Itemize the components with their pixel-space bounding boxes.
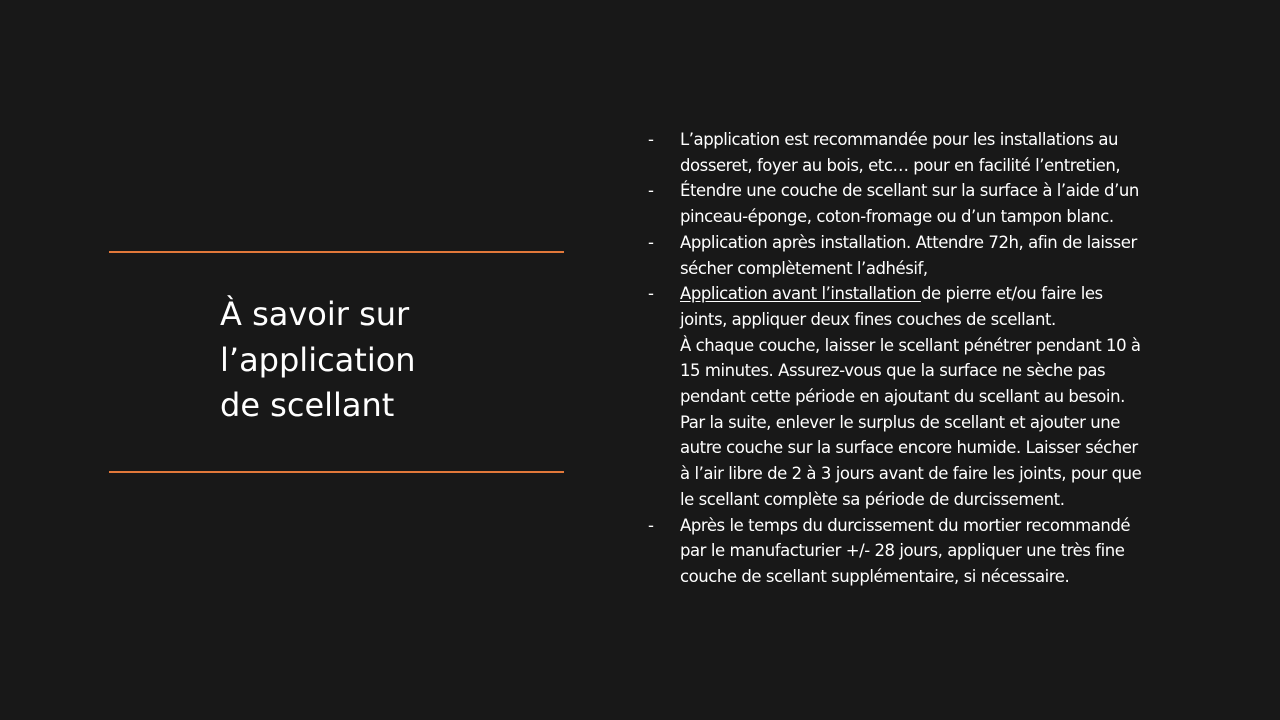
bullet-marker: -: [648, 130, 654, 149]
bullet-line: Étendre une couche de scellant sur la surface à l’aide d’un: [680, 181, 1139, 201]
bullet-item: [648, 513, 1248, 590]
bullet-line: 15 minutes. Assurez-vous que la surface ne sèche pas: [680, 361, 1106, 381]
bullet-line: dosseret, foyer au bois, etc… pour en facilité l’entretien,: [680, 155, 1121, 175]
bullet-marker: -: [648, 284, 654, 304]
bullet-item: [648, 178, 1248, 229]
bullet-line: sécher complètement l’adhésif,: [680, 258, 928, 278]
bullet-line: Après le temps du durcissement du mortier recommandé: [680, 515, 1131, 535]
bullet-item: [648, 230, 1248, 281]
slide-title-line: À savoir sur: [220, 295, 410, 333]
bottom-accent-rule: [109, 471, 564, 473]
bullet-line: pinceau-éponge, coton-fromage ou d’un tampon blanc.: [680, 207, 1114, 227]
bullet-line: [680, 281, 1248, 307]
bullet-line: L’application est recommandée pour les installations au: [680, 130, 1119, 149]
bullet-item: [648, 127, 1248, 178]
bullet-marker: -: [648, 181, 654, 201]
bullet-line: joints, appliquer deux fines couches de scellant.: [680, 309, 1056, 329]
bullet-line: autre couche sur la surface encore humide. Laisser sécher: [680, 438, 1138, 458]
bullet-list: [648, 127, 1248, 590]
bullet-line: à l’air libre de 2 à 3 jours avant de faire les joints, pour que: [680, 464, 1142, 484]
bullet-line: par le manufacturier +/- 28 jours, appliquer une très fine: [680, 541, 1125, 561]
bullet-line: Par la suite, enlever le surplus de scellant et ajouter une: [680, 412, 1120, 432]
slide-title-line: de scellant: [220, 386, 395, 424]
bullet-line: couche de scellant supplémentaire, si nécessaire.: [680, 566, 1070, 586]
slide-title-line: l’application: [220, 340, 416, 379]
bullet-line: pendant cette période en ajoutant du scellant au besoin.: [680, 387, 1125, 407]
top-accent-rule: [109, 251, 564, 253]
bullet-marker: -: [648, 232, 654, 252]
bullet-item: [648, 281, 1248, 512]
slide-title: [220, 292, 550, 429]
underlined-phrase: Application avant l’installation: [680, 284, 921, 304]
bullet-line: le scellant complète sa période de durcissement.: [680, 489, 1065, 509]
bullet-line: À chaque couche, laisser le scellant pénétrer pendant 10 à: [680, 335, 1141, 355]
bullet-line-rest: de pierre et/ou faire les: [920, 284, 1103, 304]
bullet-marker: -: [648, 515, 654, 535]
bullet-line: Application après installation. Attendre 72h, afin de laisser: [680, 232, 1137, 252]
